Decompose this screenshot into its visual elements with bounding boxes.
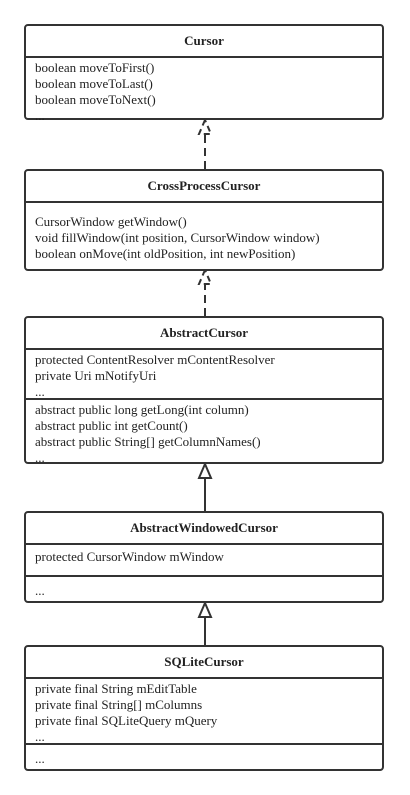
class-name: CrossProcessCursor (26, 171, 382, 203)
method: void fillWindow(int position, CursorWindow window) (35, 230, 320, 245)
method: ... (35, 108, 45, 123)
field: private final String mEditTable (35, 681, 197, 696)
field: ... (35, 729, 45, 744)
fields-section (26, 679, 382, 743)
methods-section (26, 575, 382, 601)
method: boolean moveToNext() (35, 92, 156, 107)
field: ... (35, 384, 45, 399)
field: private final SQLiteQuery mQuery (35, 713, 218, 728)
realization-arrow-abstractcursor-to-crossprocess (199, 270, 211, 316)
method: ... (35, 583, 45, 598)
method: abstract public int getCount() (35, 418, 188, 433)
methods-section (26, 58, 382, 126)
field: private final String[] mColumns (35, 697, 203, 712)
class-box-abstractcursor (24, 316, 384, 464)
method: abstract public long getLong(int column) (35, 402, 249, 417)
method: boolean moveToLast() (35, 76, 153, 91)
class-name: AbstractCursor (26, 318, 382, 350)
methods-section (26, 743, 382, 769)
methods-section (26, 203, 382, 264)
field: protected CursorWindow mWindow (35, 549, 224, 564)
generalization-arrow-sqlite-to-windowed (199, 603, 211, 645)
method: boolean onMove(int oldPosition, int newPosition) (35, 246, 296, 261)
field: private Uri mNotifyUri (35, 368, 157, 383)
method: ... (35, 751, 45, 766)
method: boolean moveToFirst() (35, 60, 155, 75)
fields-section (26, 350, 382, 398)
generalization-arrow-windowed-to-abstractcursor (199, 464, 211, 511)
fields-section (26, 545, 382, 575)
class-box-abstractwindowedcursor (24, 511, 384, 603)
field: protected ContentResolver mContentResolver (35, 352, 275, 367)
class-name: SQLiteCursor (26, 647, 382, 679)
realization-arrow-crossprocess-to-cursor (199, 120, 211, 169)
class-box-cursor (24, 24, 384, 123)
class-name: AbstractWindowedCursor (26, 513, 382, 545)
methods-section (26, 398, 382, 468)
method: ... (35, 450, 45, 465)
class-name: Cursor (26, 26, 382, 58)
class-box-sqlitecursor (24, 645, 384, 771)
method: CursorWindow getWindow() (35, 214, 187, 229)
method: abstract public String[] getColumnNames() (35, 434, 261, 449)
class-box-crossprocesscursor (24, 169, 384, 271)
